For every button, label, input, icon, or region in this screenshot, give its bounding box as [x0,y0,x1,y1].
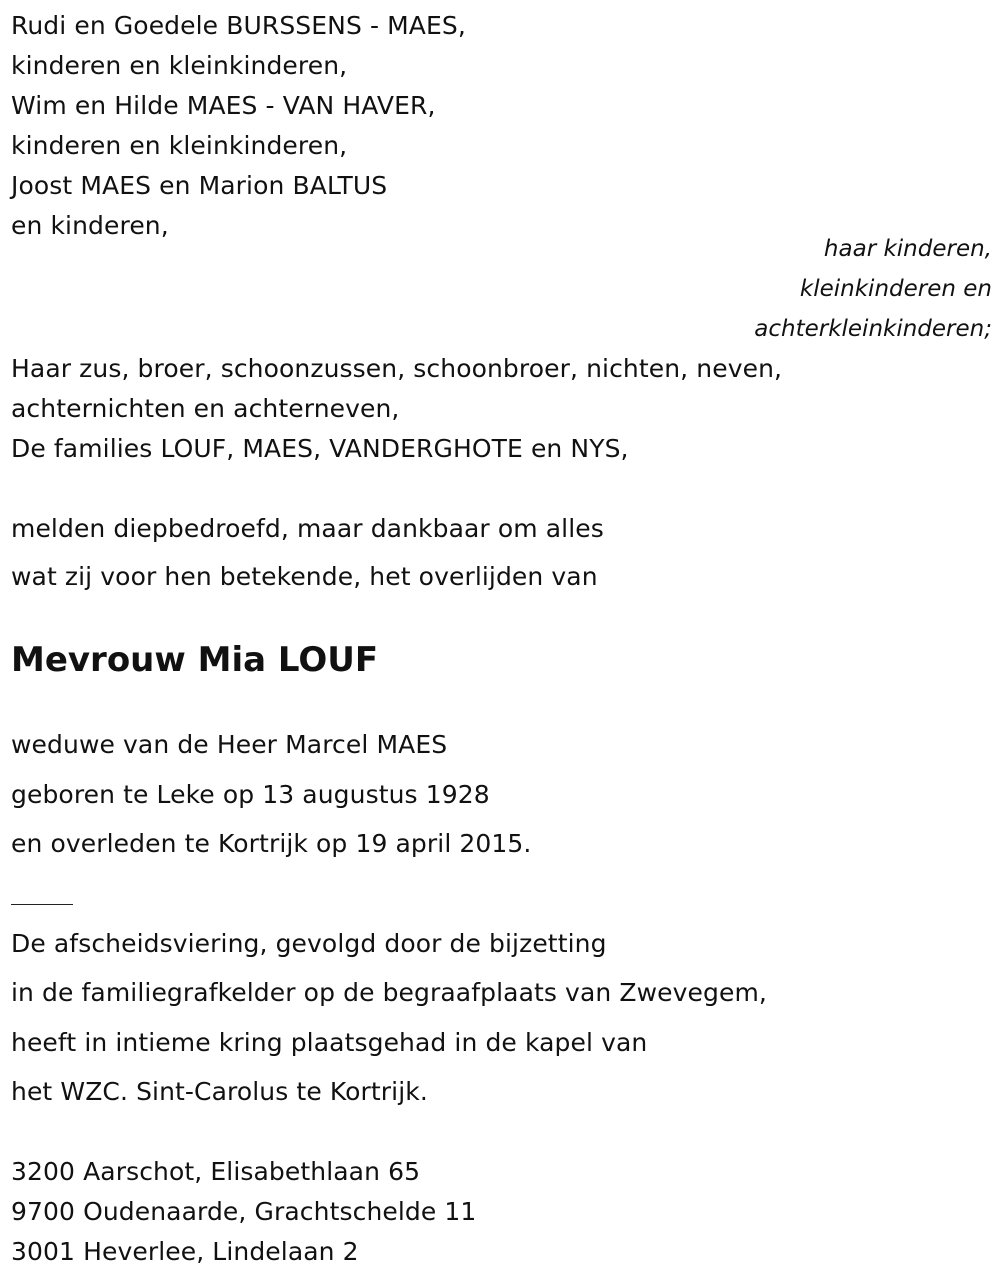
details-line: weduwe van de Heer Marcel MAES [11,730,448,759]
family-right-line: haar kinderen, [823,236,992,262]
ceremony-line: heeft in intieme kring plaatsgehad in de kapel van [11,1028,648,1057]
address-line: 3001 Heverlee, Lindelaan 2 [11,1237,359,1266]
address-line: 9700 Oudenaarde, Grachtschelde 11 [11,1197,477,1226]
relatives-line: Haar zus, broer, schoonzussen, schoonbroer, nichten, neven, [11,354,783,383]
family-line: en kinderen, [11,211,169,240]
announcement-line: melden diepbedroefd, maar dankbaar om alles [11,514,604,543]
announcement-line: wat zij voor hen betekende, het overlijden van [11,562,598,591]
family-line: kinderen en kleinkinderen, [11,51,348,80]
relatives-line: achternichten en achterneven, [11,394,400,423]
separator-line [11,904,73,905]
family-line: kinderen en kleinkinderen, [11,131,348,160]
ceremony-line: in de familiegrafkelder op de begraafplaats van Zwevegem, [11,978,767,1007]
family-line: Wim en Hilde MAES - VAN HAVER, [11,91,436,120]
family-line: Joost MAES en Marion BALTUS [11,171,388,200]
family-right-line: achterkleinkinderen; [754,316,992,342]
family-right-line: kleinkinderen en [799,276,992,302]
details-line: geboren te Leke op 13 augustus 1928 [11,780,490,809]
family-line: Rudi en Goedele BURSSENS - MAES, [11,11,466,40]
details-line: en overleden te Kortrijk op 19 april 2015. [11,829,532,858]
ceremony-line: het WZC. Sint-Carolus te Kortrijk. [11,1077,428,1106]
address-line: 3200 Aarschot, Elisabethlaan 65 [11,1157,421,1186]
deceased-name: Mevrouw Mia LOUF [11,640,379,680]
relatives-line: De families LOUF, MAES, VANDERGHOTE en NYS, [11,434,629,463]
ceremony-line: De afscheidsviering, gevolgd door de bijzetting [11,929,607,958]
